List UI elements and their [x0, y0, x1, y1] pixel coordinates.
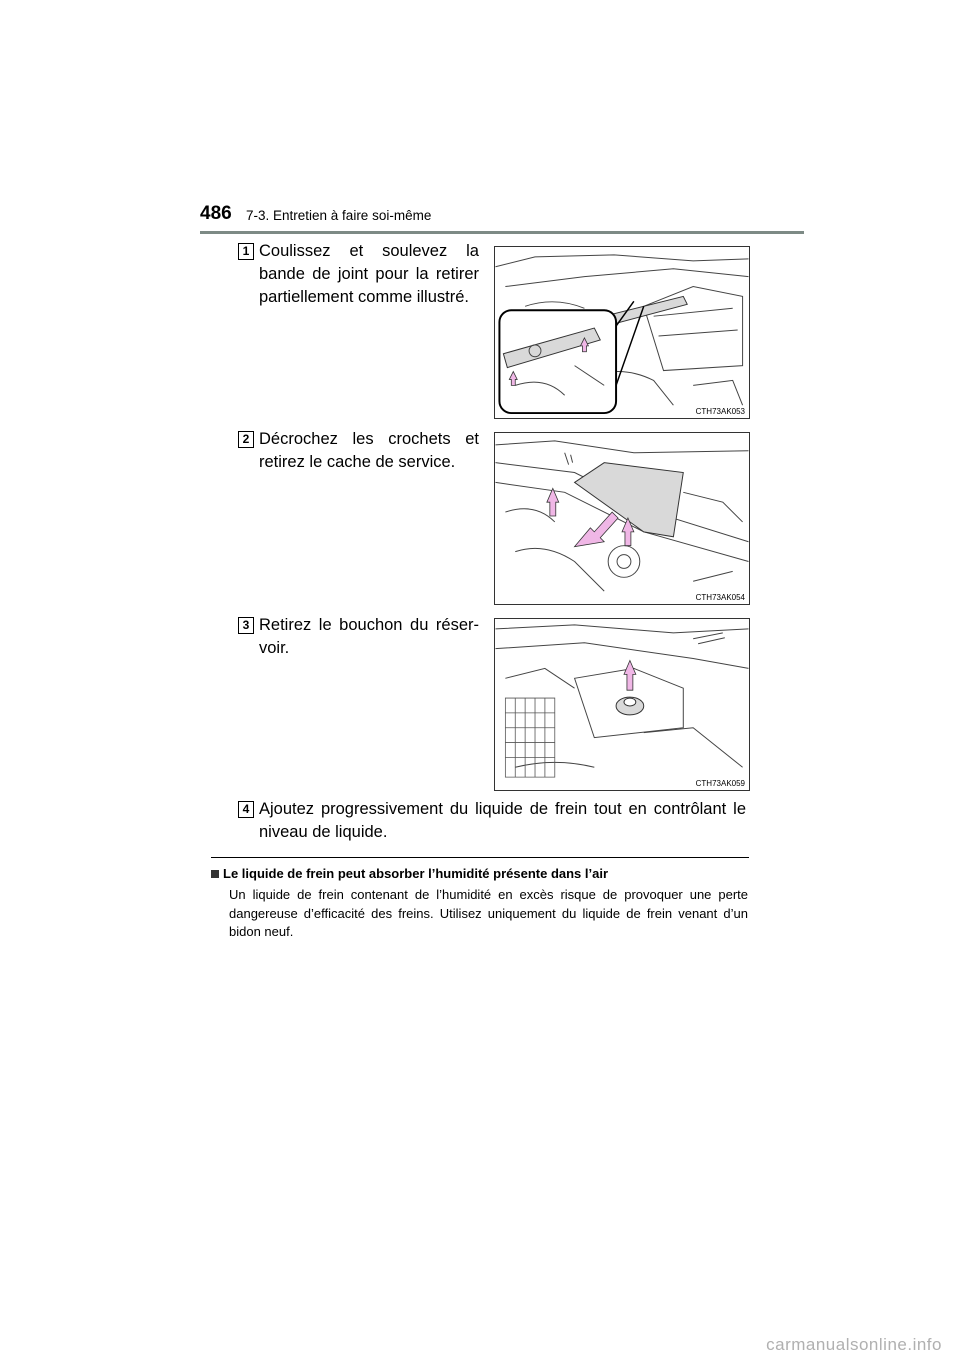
figure-2 [494, 432, 750, 605]
engine-bay-illustration-2 [495, 433, 749, 604]
step-text-3: Retirez le bouchon du réser-voir. [259, 616, 479, 657]
step-number-2: 2 [238, 431, 254, 448]
step-text-4: Ajoutez progressivement du liquide de frein tout en contrôlant le niveau de liquide. [259, 800, 746, 841]
step-number-4: 4 [238, 801, 254, 818]
note-body: Un liquide de frein contenant de l’humidité en excès risque de provoquer une perte dangereuse d’efficacité des freins. Utilisez uniquement du liquide de frein venant d’un bidon neuf. [229, 887, 748, 939]
note-rule [211, 857, 749, 858]
step-text-1: Coulissez et soulevez la bande de joint pour la retirer partiellement comme illustré. [259, 242, 479, 306]
bullet-square-icon [211, 870, 219, 878]
engine-bay-illustration-1 [495, 247, 749, 418]
header-rule [200, 231, 804, 234]
note-heading-text: Le liquide de frein peut absorber l’humidité présente dans l’air [223, 866, 609, 881]
figure-code-2: CTH73AK054 [695, 593, 745, 602]
figure-3 [494, 618, 750, 791]
step-number-3: 3 [238, 617, 254, 634]
step-text-2: Décrochez les crochets et retirez le cache de service. [259, 430, 479, 471]
figure-code-1: CTH73AK053 [695, 407, 745, 416]
step-number-1: 1 [238, 243, 254, 260]
section-title: 7-3. Entretien à faire soi-même [246, 208, 432, 223]
figure-code-3: CTH73AK059 [695, 779, 745, 788]
note-heading [211, 866, 608, 881]
watermark: carmanualsonline.info [766, 1335, 942, 1354]
figure-1 [494, 246, 750, 419]
engine-bay-illustration-3 [495, 619, 749, 790]
page-number: 486 [200, 203, 232, 224]
